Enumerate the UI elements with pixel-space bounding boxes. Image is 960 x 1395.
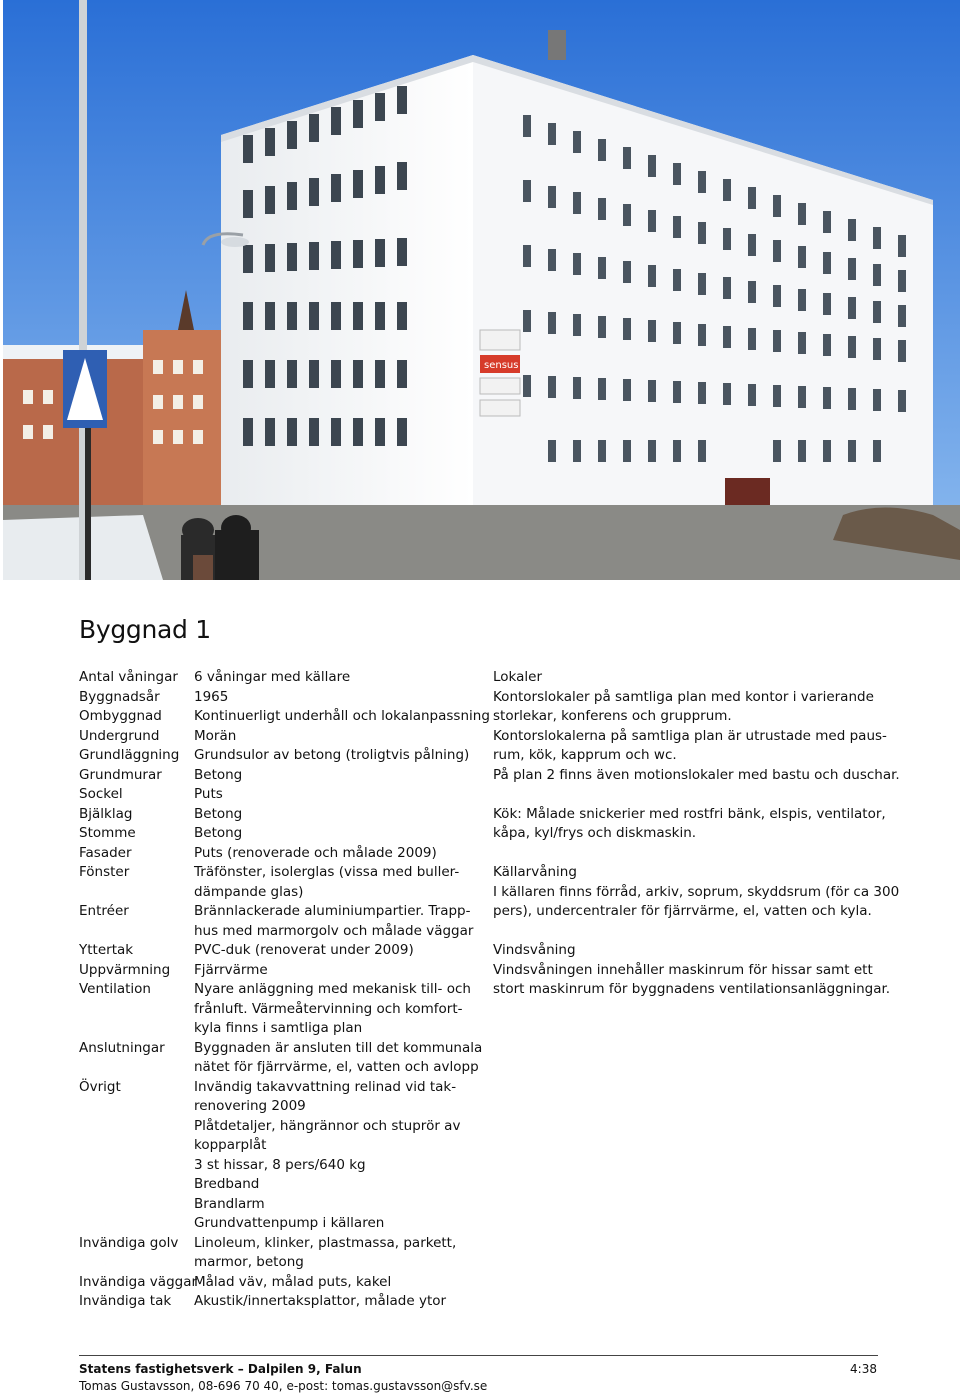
section-text-line: pers), undercentraler för fjärrvärme, el, vatten och kyla. <box>493 903 872 919</box>
spec-value <box>194 902 479 941</box>
spec-value <box>194 746 479 766</box>
spec-label: Fasader <box>79 844 132 861</box>
spec-value <box>194 1273 479 1293</box>
spec-value <box>194 1039 483 1078</box>
spec-value-line: kyla finns i samtliga plan <box>194 1020 363 1036</box>
section-text-line: På plan 2 finns även motionslokaler med bastu och duschar. <box>493 766 900 783</box>
section-gap <box>493 922 913 942</box>
spec-value-line: nätet för fjärrvärme, el, vatten och avlopp <box>194 1059 479 1075</box>
spec-value-line: Betong <box>194 805 243 822</box>
spec-label: Uppvärmning <box>79 961 171 978</box>
spec-value-line: Invändig takavvattning relinad vid tak- <box>194 1078 457 1095</box>
paragraph-gap <box>493 785 913 805</box>
spec-row <box>79 961 479 981</box>
building-photo <box>3 0 960 580</box>
spec-value <box>194 941 479 961</box>
spec-value-line: hus med marmorgolv och målade väggar <box>194 922 474 939</box>
sign-sensus: sensus <box>484 360 519 371</box>
spec-row <box>79 941 479 961</box>
spec-value <box>194 707 490 727</box>
section-text-line: rum, kök, kapprum och wc. <box>493 747 677 763</box>
spec-label: Invändiga golv <box>79 1234 179 1251</box>
spec-value-line: Fjärrvärme <box>194 961 268 978</box>
section-heading: Källarvåning <box>493 864 577 880</box>
spec-label: Grundläggning <box>79 747 180 763</box>
spec-value <box>194 688 479 708</box>
spec-value-line: Grundsulor av betong (troligtvis pålning) <box>194 747 470 763</box>
spec-label: Invändiga väggar <box>79 1273 198 1290</box>
spec-value-line: kopparplåt <box>194 1137 267 1153</box>
spec-value-line: marmor, betong <box>194 1254 304 1270</box>
spec-row <box>79 707 490 727</box>
spec-value <box>194 1292 479 1312</box>
spec-value-line: Grundvattenpump i källaren <box>194 1215 385 1231</box>
spec-value-line: Träfönster, isolerglas (vissa med buller- <box>194 864 460 880</box>
spec-row <box>79 688 479 708</box>
spec-label: Yttertak <box>79 942 134 958</box>
spec-value-line: Betong <box>194 766 243 783</box>
spec-row <box>79 785 479 805</box>
section-text-line: Vindsvåningen innehåller maskinrum för hissar samt ett <box>493 961 873 978</box>
spec-row <box>79 1039 483 1078</box>
spec-row <box>79 863 479 902</box>
spec-value-line: Brännlackerade aluminiumpartier. Trapp- <box>194 903 471 919</box>
spec-label: Undergrund <box>79 727 160 744</box>
spec-value-line: Brandlarm <box>194 1195 265 1212</box>
spec-label: Grundmurar <box>79 766 162 783</box>
spec-value-line: Puts <box>194 786 223 802</box>
spec-label: Anslutningar <box>79 1039 165 1056</box>
spec-value <box>194 766 479 786</box>
spec-value-line: Linoleum, klinker, plastmassa, parkett, <box>194 1234 457 1251</box>
spec-label: Invändiga tak <box>79 1293 172 1309</box>
page-number: 4:38 <box>850 1362 877 1376</box>
spec-value <box>194 980 479 1039</box>
spec-label: Fönster <box>79 864 130 880</box>
spec-value-line: PVC-duk (renoverat under 2009) <box>194 942 414 958</box>
section-text-line: storlekar, konferens och grupprum. <box>493 708 732 724</box>
spec-row <box>79 805 479 825</box>
spec-value <box>194 805 479 825</box>
spec-value-line: Plåtdetaljer, hängrännor och stuprör av <box>194 1117 461 1134</box>
spec-label: Entréer <box>79 903 129 919</box>
spec-row <box>79 746 479 766</box>
spec-value <box>194 844 479 864</box>
spec-label: Övrigt <box>79 1078 121 1095</box>
spec-value-line: Nyare anläggning med mekanisk till- och <box>194 981 471 997</box>
spec-label: Stomme <box>79 825 136 841</box>
spec-label: Ventilation <box>79 981 151 997</box>
section-text-line: Kök: Målade snickerier med rostfri bänk, elspis, ventilator, <box>493 805 886 822</box>
spec-row <box>79 668 479 688</box>
spec-value-line: Kontinuerligt underhåll och lokalanpassning <box>194 708 490 724</box>
spec-value-line: Akustik/innertaksplattor, målade ytor <box>194 1293 447 1309</box>
section-heading: Lokaler <box>493 669 543 685</box>
spec-row <box>79 1292 479 1312</box>
spec-value <box>194 824 479 844</box>
spec-value-line: Byggnaden är ansluten till det kommunala <box>194 1039 483 1056</box>
spec-row <box>79 1234 479 1273</box>
footer-divider <box>79 1355 878 1356</box>
spec-row <box>79 844 479 864</box>
spec-value <box>194 961 479 981</box>
spec-row <box>79 1273 479 1293</box>
section-text-line: kåpa, kyl/frys och diskmaskin. <box>493 825 697 841</box>
spec-value-line: Morän <box>194 727 237 744</box>
premises-description <box>493 668 913 1000</box>
section-text-line: Kontorslokaler på samtliga plan med kontor i varierande <box>493 688 874 705</box>
spec-row <box>79 980 479 1039</box>
building-specs-list <box>79 668 490 1312</box>
spec-value-line: Bredband <box>194 1176 260 1192</box>
spec-value-line: Betong <box>194 825 243 841</box>
section-text-line: Kontorslokalerna på samtliga plan är utrustade med paus- <box>493 727 887 744</box>
spec-value-line: dämpande glas) <box>194 883 304 900</box>
spec-value <box>194 785 479 805</box>
spec-value-line: Målad väv, målad puts, kakel <box>194 1273 392 1290</box>
spec-row <box>79 766 479 786</box>
page-title: Byggnad 1 <box>79 615 211 644</box>
footer-contact: Tomas Gustavsson, 08-696 70 40, e-post: tomas.gustavsson@sfv.se <box>79 1379 488 1393</box>
spec-value <box>194 727 479 747</box>
spec-value <box>194 1078 479 1234</box>
spec-label: Antal våningar <box>79 669 178 685</box>
section-text-line: stort maskinrum för byggnadens ventilationsanläggningar. <box>493 981 891 997</box>
spec-value-line: 1965 <box>194 688 229 705</box>
section-text-line: I källaren finns förråd, arkiv, soprum, skyddsrum (för ca 300 <box>493 883 900 900</box>
spec-label: Bjälklag <box>79 805 133 822</box>
spec-row <box>79 1078 479 1234</box>
section-gap <box>493 844 913 864</box>
spec-value-line: 3 st hissar, 8 pers/640 kg <box>194 1156 366 1173</box>
spec-value <box>194 668 479 688</box>
spec-value-line: frånluft. Värmeåtervinning och komfort- <box>194 1000 463 1017</box>
spec-row <box>79 824 479 844</box>
spec-value <box>194 863 479 902</box>
spec-label: Byggnadsår <box>79 688 160 705</box>
spec-value-line: 6 våningar med källare <box>194 669 351 685</box>
footer-organization: Statens fastighetsverk – Dalpilen 9, Falun <box>79 1362 362 1376</box>
spec-value-line: Puts (renoverade och målade 2009) <box>194 844 437 861</box>
spec-value <box>194 1234 479 1273</box>
spec-label: Sockel <box>79 786 123 802</box>
spec-value-line: renovering 2009 <box>194 1098 306 1114</box>
spec-row <box>79 727 479 747</box>
section-heading: Vindsvåning <box>493 942 576 958</box>
spec-row <box>79 902 479 941</box>
spec-label: Ombyggnad <box>79 708 162 724</box>
